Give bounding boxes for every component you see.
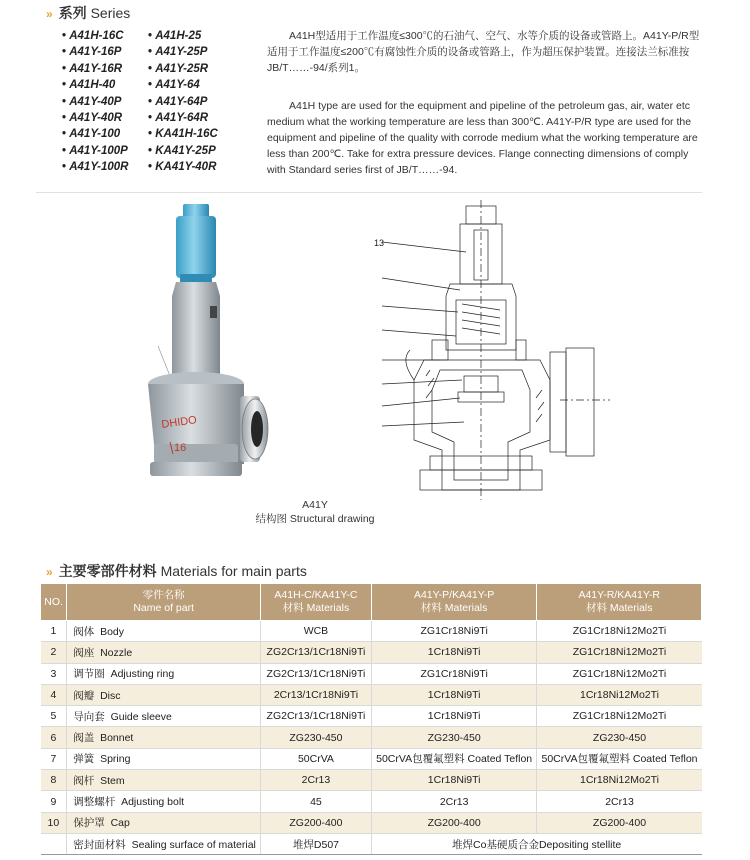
table-row: 8 阀杆 Stem 2Cr13 1Cr18Ni9Ti 1Cr18Ni12Mo2Ti — [41, 770, 702, 791]
model-item: • A41Y-25R — [148, 61, 248, 77]
col-header-no: NO. — [41, 584, 67, 621]
col-header-c: A41H-C/KA41Y-C 材料 Materials — [261, 584, 372, 621]
table-row: 9 调整螺杆 Adjusting bolt 45 2Cr13 2Cr13 — [41, 791, 702, 812]
model-item: • A41H-16C — [62, 28, 162, 44]
table-row: 4 阀瓣 Disc 2Cr13/1Cr18Ni9Ti 1Cr18Ni9Ti 1Cr18Ni12Mo2Ti — [41, 684, 702, 705]
col-header-p: A41Y-P/KA41Y-P 材料 Materials — [371, 584, 537, 621]
materials-table — [40, 583, 702, 855]
structural-drawing — [370, 200, 610, 500]
table-row: 3 调节圈 Adjusting ring ZG2Cr13/1Cr18Ni9Ti ZG1Cr18Ni9Ti ZG1Cr18Ni12Mo2Ti — [41, 663, 702, 684]
model-item: • A41Y-40P — [62, 94, 162, 110]
model-item: • A41Y-16P — [62, 44, 162, 60]
valve-photo — [140, 196, 280, 496]
model-item: • KA41Y-25P — [148, 143, 248, 159]
table-row: 6 阀盖 Bonnet ZG230-450 ZG230-450 ZG230-450 — [41, 727, 702, 748]
table-row: 7 弹簧 Spring 50CrVA 50CrVA包覆氟塑料 Coated Teflon 50CrVA包覆氟塑料 Coated Teflon — [41, 748, 702, 769]
table-row: 10 保护罩 Cap ZG200-400 ZG200-400 ZG200-400 — [41, 812, 702, 833]
model-item: • A41Y-100 — [62, 126, 162, 142]
model-item: • A41Y-100R — [62, 159, 162, 175]
model-item: • KA41H-16C — [148, 126, 248, 142]
figure-caption — [0, 498, 750, 526]
model-item: • KA41Y-40R — [148, 159, 248, 175]
materials-heading: » 主要零部件材料 Materials for main parts — [46, 563, 307, 579]
model-item: • A41Y-25P — [148, 44, 248, 60]
model-item: • A41H-40 — [62, 77, 162, 93]
drawing-callout-label: 13 — [374, 238, 385, 248]
double-chevron-icon: » — [46, 7, 53, 21]
description-cn: A41H型适用于工作温度≤300℃的石油气、空气、水等介质的设备或管路上。A41Y-P/R型适用于工作温度≤200℃有腐蚀性介质的设备或管路上，作为超压保护装置。连接法兰标准按JB/T……-94/系列1。 — [267, 30, 700, 74]
model-item: • A41Y-100P — [62, 143, 162, 159]
table-row: 2 阀座 Nozzle ZG2Cr13/1Cr18Ni9Ti 1Cr18Ni9Ti ZG1Cr18Ni12Mo2Ti — [41, 642, 702, 663]
model-item: • A41Y-64 — [148, 77, 248, 93]
table-row: 5 导向套 Guide sleeve ZG2Cr13/1Cr18Ni9Ti 1Cr18Ni9Ti ZG1Cr18Ni12Mo2Ti — [41, 706, 702, 727]
table-row: 1 阀体 Body WCB ZG1Cr18Ni9Ti ZG1Cr18Ni12Mo2Ti — [41, 621, 702, 642]
caption-text: 结构图 Structural drawing — [255, 513, 375, 525]
series-heading: » 系列 Series — [46, 5, 131, 21]
valve-body-marking: DHIDO — [160, 414, 198, 431]
model-list-col-2 — [148, 28, 248, 176]
valve-pressure-marking: 16 — [174, 442, 187, 454]
caption-model: A41Y — [302, 499, 328, 511]
double-chevron-icon: » — [46, 565, 53, 579]
model-item: • A41H-25 — [148, 28, 248, 44]
col-header-part: 零件名称 Name of part — [67, 584, 261, 621]
model-item: • A41Y-64R — [148, 110, 248, 126]
table-header-row — [41, 584, 702, 621]
col-header-r: A41Y-R/KA41Y-R 材料 Materials — [537, 584, 702, 621]
model-item: • A41Y-40R — [62, 110, 162, 126]
description-en: A41H type are used for the equipment and pipeline of the petroleum gas, air, water etc medium what the working temperature are less than 300℃. A41Y-P/R type are used for the equipment and pipeline of the quality with corrode medium what the working temperature are less than 200℃. Take for extra pressure devices. Flange connecting dimensions of comply with Standard series first of JB/T……-94. — [267, 100, 698, 176]
model-item: • A41Y-64P — [148, 94, 248, 110]
table-row-sealing: 密封面材料 Sealing surface of material 堆焊D507 堆焊Co基硬质合金Depositing stellite — [41, 833, 702, 854]
model-item: • A41Y-16R — [62, 61, 162, 77]
model-list-col-1 — [62, 28, 162, 176]
